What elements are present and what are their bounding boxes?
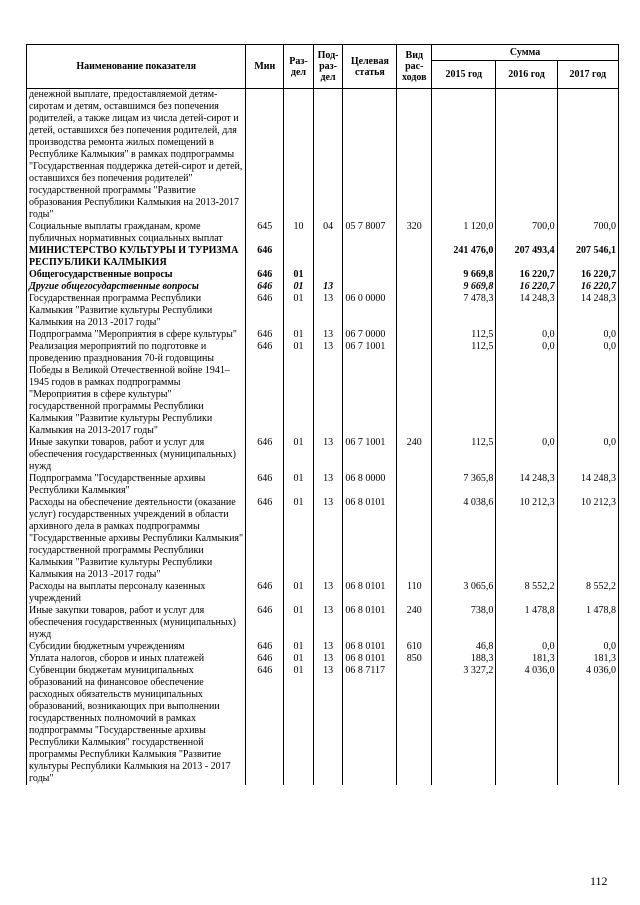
- cell-min: 646: [246, 641, 284, 653]
- col-header-celevaya: Целевая статья: [343, 45, 397, 89]
- cell-celevaya: 06 8 0101: [343, 605, 397, 641]
- cell-2015: 3 327,2: [432, 665, 496, 785]
- cell-podrazdel: 13: [313, 665, 343, 785]
- table-body: [27, 89, 619, 786]
- cell-2015: 188,3: [432, 653, 496, 665]
- cell-2017: 0,0: [557, 341, 618, 437]
- cell-2016: [496, 89, 557, 222]
- cell-name: Реализация мероприятий по подготовке и проведению празднования 70-й годовщины Победы в Великой Отечественной войне 1941–1945 годов в рамках подпрограммы "Мероприятия в сфере культуры" государственной программы Республики Калмыкия "Развитие культуры Республики Калмыкия на 2013-2017 годы": [27, 341, 246, 437]
- cell-razdel: 01: [284, 269, 314, 281]
- cell-2017: 14 248,3: [557, 473, 618, 497]
- cell-2016: 207 493,4: [496, 245, 557, 269]
- cell-vid: 850: [397, 653, 432, 665]
- cell-podrazdel: [313, 89, 343, 222]
- col-header-2017: 2017 год: [557, 61, 618, 89]
- cell-celevaya: 06 8 0000: [343, 473, 397, 497]
- cell-2017: [557, 89, 618, 222]
- cell-2017: 0,0: [557, 329, 618, 341]
- cell-vid: 610: [397, 641, 432, 653]
- table-row: [27, 473, 619, 497]
- cell-2015: 46,8: [432, 641, 496, 653]
- cell-min: 646: [246, 329, 284, 341]
- cell-name: Социальные выплаты гражданам, кроме публичных нормативных социальных выплат: [27, 221, 246, 245]
- col-header-razdel: Раз- дел: [284, 45, 314, 89]
- cell-2016: 14 248,3: [496, 473, 557, 497]
- cell-podrazdel: 13: [313, 341, 343, 437]
- cell-razdel: 01: [284, 341, 314, 437]
- cell-razdel: [284, 89, 314, 222]
- cell-2016: 8 552,2: [496, 581, 557, 605]
- cell-podrazdel: 13: [313, 293, 343, 329]
- cell-vid: 240: [397, 437, 432, 473]
- cell-podrazdel: 13: [313, 653, 343, 665]
- table-row: [27, 269, 619, 281]
- cell-celevaya: 06 0 0000: [343, 293, 397, 329]
- cell-name: Расходы на обеспечение деятельности (оказание услуг) государственных учреждений в области архивного дела в рамках подпрограммы "Государственные архивы Республики Калмыкия" государственной программы Республики Калмыкия "Развитие культуры Республики Калмыкия на 2013 -2017 годы": [27, 497, 246, 581]
- cell-celevaya: 06 8 0101: [343, 653, 397, 665]
- cell-podrazdel: [313, 245, 343, 269]
- cell-min: 646: [246, 293, 284, 329]
- cell-celevaya: [343, 269, 397, 281]
- cell-vid: 110: [397, 581, 432, 605]
- cell-celevaya: [343, 89, 397, 222]
- cell-razdel: 01: [284, 605, 314, 641]
- cell-celevaya: [343, 281, 397, 293]
- cell-podrazdel: 13: [313, 581, 343, 605]
- cell-2015: 3 065,6: [432, 581, 496, 605]
- cell-min: 646: [246, 653, 284, 665]
- cell-2016: 700,0: [496, 221, 557, 245]
- table-row: [27, 605, 619, 641]
- cell-vid: [397, 497, 432, 581]
- table-row: [27, 245, 619, 269]
- cell-podrazdel: 13: [313, 497, 343, 581]
- cell-2017: 1 478,8: [557, 605, 618, 641]
- cell-2017: 700,0: [557, 221, 618, 245]
- cell-min: 646: [246, 281, 284, 293]
- cell-2015: 112,5: [432, 329, 496, 341]
- cell-razdel: [284, 245, 314, 269]
- col-header-name: Наименование показателя: [27, 45, 246, 89]
- table-row: [27, 293, 619, 329]
- col-header-2015: 2015 год: [432, 61, 496, 89]
- cell-celevaya: 06 8 0101: [343, 497, 397, 581]
- cell-vid: [397, 281, 432, 293]
- cell-2016: 0,0: [496, 437, 557, 473]
- col-header-podrazdel: Под- раз- дел: [313, 45, 343, 89]
- cell-celevaya: 06 7 1001: [343, 341, 397, 437]
- cell-2017: 0,0: [557, 641, 618, 653]
- cell-2016: 16 220,7: [496, 281, 557, 293]
- cell-vid: [397, 245, 432, 269]
- cell-name: Субвенции бюджетам муниципальных образований на финансовое обеспечение расходных обязательств муниципальных образований, возникающих при выполнении государственных полномочий в рамках подпрограммы "Государственные архивы Республики Калмыкия" государственной программы Республики Калмыкия "Развитие культуры Республики Калмыкия на 2013 - 2017 годы": [27, 665, 246, 785]
- cell-2015: 7 365,8: [432, 473, 496, 497]
- cell-vid: [397, 341, 432, 437]
- cell-name: Субсидии бюджетным учреждениям: [27, 641, 246, 653]
- table-row: [27, 497, 619, 581]
- cell-name: Иные закупки товаров, работ и услуг для обеспечения государственных (муниципальных) нужд: [27, 437, 246, 473]
- cell-razdel: 01: [284, 641, 314, 653]
- cell-vid: [397, 269, 432, 281]
- cell-2016: 0,0: [496, 641, 557, 653]
- cell-2015: 1 120,0: [432, 221, 496, 245]
- cell-celevaya: 06 8 0101: [343, 581, 397, 605]
- cell-vid: 240: [397, 605, 432, 641]
- cell-2015: 9 669,8: [432, 281, 496, 293]
- cell-2016: 14 248,3: [496, 293, 557, 329]
- cell-min: 646: [246, 605, 284, 641]
- cell-min: 646: [246, 269, 284, 281]
- col-header-summa: Сумма: [432, 45, 619, 61]
- table-row: [27, 665, 619, 785]
- cell-celevaya: 06 8 7117: [343, 665, 397, 785]
- cell-razdel: 01: [284, 497, 314, 581]
- cell-razdel: 01: [284, 665, 314, 785]
- table-row: [27, 329, 619, 341]
- cell-name: Иные закупки товаров, работ и услуг для обеспечения государственных (муниципальных) нужд: [27, 605, 246, 641]
- cell-min: 646: [246, 665, 284, 785]
- cell-min: 645: [246, 221, 284, 245]
- cell-name: денежной выплате, предоставляемой детям-сиротам и детям, оставшимся без попечения родителей, а также лицам из числа детей-сирот и детей, оставшихся без попечения родителей, для производства ремонта жилых помещений в Республике Калмыкия" в рамках подпрограммы "Государственная поддержка детей-сирот и детей, оставшихся без попечения родителей" государственной программы "Развитие образования Республики Калмыкия на 2013-2017 годы": [27, 89, 246, 222]
- cell-2017: 207 546,1: [557, 245, 618, 269]
- cell-celevaya: 05 7 8007: [343, 221, 397, 245]
- cell-min: 646: [246, 581, 284, 605]
- cell-min: 646: [246, 245, 284, 269]
- cell-2015: 4 038,6: [432, 497, 496, 581]
- cell-name: МИНИСТЕРСТВО КУЛЬТУРЫ И ТУРИЗМА РЕСПУБЛИКИ КАЛМЫКИЯ: [27, 245, 246, 269]
- cell-min: 646: [246, 341, 284, 437]
- col-header-vid: Вид рас- ходов: [397, 45, 432, 89]
- cell-2015: 738,0: [432, 605, 496, 641]
- cell-podrazdel: 13: [313, 437, 343, 473]
- cell-podrazdel: 13: [313, 329, 343, 341]
- cell-vid: [397, 293, 432, 329]
- cell-name: Государственная программа Республики Калмыкия "Развитие культуры Республики Калмыкия на 2013 -2017 годы": [27, 293, 246, 329]
- cell-min: [246, 89, 284, 222]
- cell-2016: 181,3: [496, 653, 557, 665]
- cell-name: Расходы на выплаты персоналу казенных учреждений: [27, 581, 246, 605]
- cell-vid: [397, 665, 432, 785]
- cell-vid: 320: [397, 221, 432, 245]
- cell-vid: [397, 473, 432, 497]
- cell-2016: 10 212,3: [496, 497, 557, 581]
- cell-name: Уплата налогов, сборов и иных платежей: [27, 653, 246, 665]
- cell-podrazdel: 13: [313, 641, 343, 653]
- cell-celevaya: 06 7 1001: [343, 437, 397, 473]
- cell-2015: 241 476,0: [432, 245, 496, 269]
- table-row: [27, 281, 619, 293]
- table-row: [27, 641, 619, 653]
- cell-2015: 112,5: [432, 437, 496, 473]
- cell-2015: 7 478,3: [432, 293, 496, 329]
- cell-min: 646: [246, 437, 284, 473]
- cell-2017: 14 248,3: [557, 293, 618, 329]
- cell-name: Общегосударственные вопросы: [27, 269, 246, 281]
- cell-razdel: 01: [284, 473, 314, 497]
- cell-podrazdel: 13: [313, 281, 343, 293]
- cell-podrazdel: [313, 269, 343, 281]
- cell-celevaya: 06 7 0000: [343, 329, 397, 341]
- cell-2015: [432, 89, 496, 222]
- cell-2015: 9 669,8: [432, 269, 496, 281]
- cell-2017: 8 552,2: [557, 581, 618, 605]
- cell-vid: [397, 329, 432, 341]
- table-row: [27, 221, 619, 245]
- col-header-2016: 2016 год: [496, 61, 557, 89]
- page-number: 112: [590, 874, 608, 888]
- cell-podrazdel: 04: [313, 221, 343, 245]
- cell-name: Подпрограмма "Государственные архивы Республики Калмыкия": [27, 473, 246, 497]
- cell-2017: 16 220,7: [557, 269, 618, 281]
- table-row: [27, 89, 619, 222]
- cell-razdel: 01: [284, 653, 314, 665]
- cell-2016: 0,0: [496, 341, 557, 437]
- cell-2017: 0,0: [557, 437, 618, 473]
- cell-podrazdel: 13: [313, 473, 343, 497]
- budget-table: [26, 44, 619, 785]
- cell-razdel: 01: [284, 329, 314, 341]
- cell-razdel: 10: [284, 221, 314, 245]
- cell-2016: 1 478,8: [496, 605, 557, 641]
- table-row: [27, 341, 619, 437]
- cell-name: Подпрограмма "Мероприятия в сфере культуры": [27, 329, 246, 341]
- table-row: [27, 437, 619, 473]
- cell-celevaya: 06 8 0101: [343, 641, 397, 653]
- cell-2016: 16 220,7: [496, 269, 557, 281]
- cell-podrazdel: 13: [313, 605, 343, 641]
- cell-razdel: 01: [284, 437, 314, 473]
- cell-celevaya: [343, 245, 397, 269]
- cell-name: Другие общегосударственные вопросы: [27, 281, 246, 293]
- table-row: [27, 653, 619, 665]
- cell-2017: 4 036,0: [557, 665, 618, 785]
- cell-vid: [397, 89, 432, 222]
- col-header-min: Мин: [246, 45, 284, 89]
- table-row: [27, 581, 619, 605]
- cell-min: 646: [246, 473, 284, 497]
- cell-2017: 10 212,3: [557, 497, 618, 581]
- table-header: [27, 45, 619, 89]
- cell-2017: 181,3: [557, 653, 618, 665]
- cell-2017: 16 220,7: [557, 281, 618, 293]
- cell-min: 646: [246, 497, 284, 581]
- cell-razdel: 01: [284, 581, 314, 605]
- cell-2016: 4 036,0: [496, 665, 557, 785]
- cell-2015: 112,5: [432, 341, 496, 437]
- cell-2016: 0,0: [496, 329, 557, 341]
- cell-razdel: 01: [284, 293, 314, 329]
- cell-razdel: 01: [284, 281, 314, 293]
